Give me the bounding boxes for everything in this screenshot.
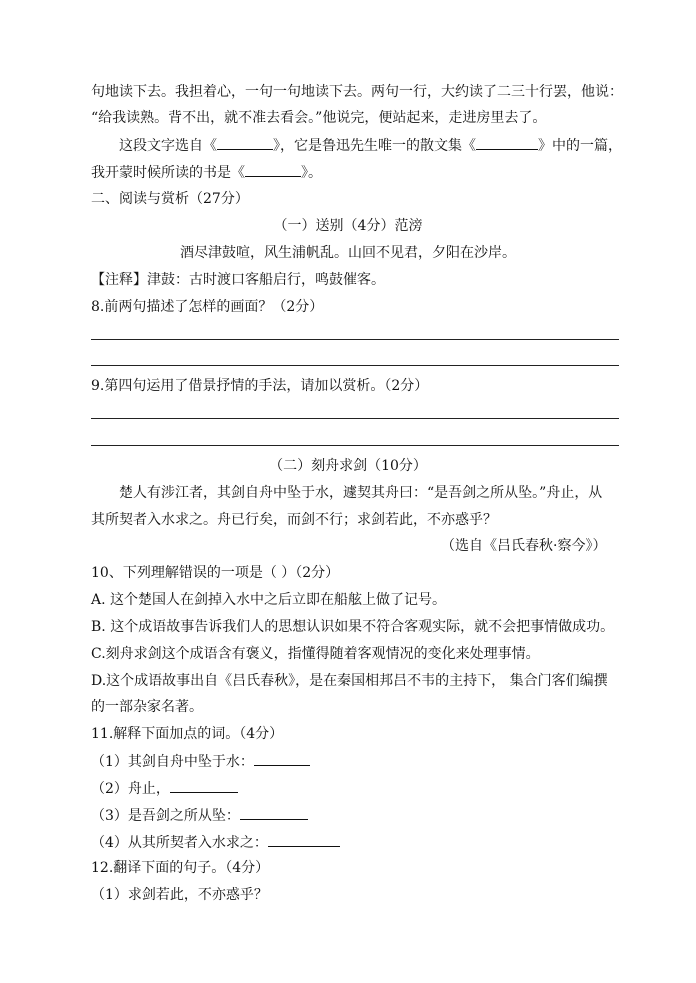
question-11-item-4	[91, 832, 340, 853]
fill-question-intro-2	[91, 162, 322, 183]
section-heading: 二、阅读与赏析（27分）	[91, 191, 249, 207]
passage-b-text-2: 其所契者入水求之。舟已行矣，而剑不行；求剑若此，不亦惑乎？	[91, 512, 497, 528]
poem-note: 【注释】津鼓：古时渡口客船启行，鸣鼓催客。	[91, 272, 385, 288]
answer-line[interactable]	[91, 339, 619, 340]
question-11-item-2	[91, 778, 238, 799]
poem-text: 酒尽津鼓喧，风生浦帆乱。山回不见君，夕阳在沙岸。	[180, 245, 516, 261]
poem-title: （一）送别（4分）范滂	[273, 218, 423, 234]
option-a[interactable]: A. 这个楚国人在剑掉入水中之后立即在船舷上做了记号。	[91, 592, 447, 608]
answer-blank[interactable]	[476, 135, 538, 150]
question-11-item-1	[91, 751, 310, 772]
answer-blank[interactable]	[217, 135, 273, 150]
fill-text-c: 》中的一篇，	[538, 138, 622, 154]
answer-line[interactable]	[91, 445, 619, 446]
answer-line[interactable]	[91, 365, 619, 366]
question-8: 8.前两句描述了怎样的画面？（2分）	[91, 299, 324, 315]
passage-line-1: 句地读下去。我担着心，一句一句地读下去。两句一行，大约读了二三十行罢，他说：	[91, 84, 623, 100]
answer-blank[interactable]	[245, 162, 301, 177]
option-d[interactable]: D.这个成语故事出自《吕氏春秋》，是在秦国相邦吕不韦的主持下， 集合门客们编撰	[91, 673, 608, 689]
fill-text-d: 我开蒙时候所读的书是《	[91, 165, 245, 181]
question-10: 10、下列理解错误的一项是（ ）（2分）	[91, 565, 340, 581]
question-12: 12.翻译下面的句子。（4分）	[91, 860, 270, 876]
passage-b-text-1: 楚人有涉江者，其剑自舟中坠于水，遽契其舟曰：“是吾剑之所从坠。”舟止，从	[119, 485, 603, 501]
passage-b-source: （选自《吕氏春秋·察今》）	[441, 538, 607, 554]
item-label: （2）舟止，	[91, 781, 170, 797]
question-12-item-1: （1）求剑若此，不亦惑乎？	[91, 887, 268, 903]
fill-question-intro	[119, 135, 622, 156]
answer-blank[interactable]	[254, 751, 310, 766]
fill-text-a: 这段文字选自《	[119, 138, 217, 154]
fill-text-e: 》。	[301, 165, 322, 181]
question-11-item-3	[91, 805, 308, 826]
item-label: （1）其剑自舟中坠于水：	[91, 754, 254, 770]
item-label: （3）是吾剑之所从坠：	[91, 808, 240, 824]
passage-line-2: “给我读熟。背不出，就不准去看会。”他说完，便站起来，走进房里去了。	[91, 110, 547, 126]
answer-blank[interactable]	[240, 805, 308, 820]
question-9: 9.第四句运用了借景抒情的手法，请加以赏析。（2分）	[91, 378, 429, 394]
option-c[interactable]: C.刻舟求剑这个成语含有褒义，指懂得随着客观情况的变化来处理事情。	[91, 646, 540, 662]
passage-b-title: （二）刻舟求剑（10分）	[269, 458, 427, 474]
answer-blank[interactable]	[268, 832, 340, 847]
answer-blank[interactable]	[170, 778, 238, 793]
option-d-continued: 的一部杂家名著。	[91, 699, 203, 715]
question-11: 11.解释下面加点的词。（4分）	[91, 726, 284, 742]
answer-line[interactable]	[91, 418, 619, 419]
item-label: （4）从其所契者入水求之：	[91, 835, 268, 851]
option-b[interactable]: B. 这个成语故事告诉我们人的思想认识如果不符合客观实际，就不会把事情做成功。	[91, 619, 615, 635]
fill-text-b: 》，它是鲁迅先生唯一的散文集《	[273, 138, 476, 154]
